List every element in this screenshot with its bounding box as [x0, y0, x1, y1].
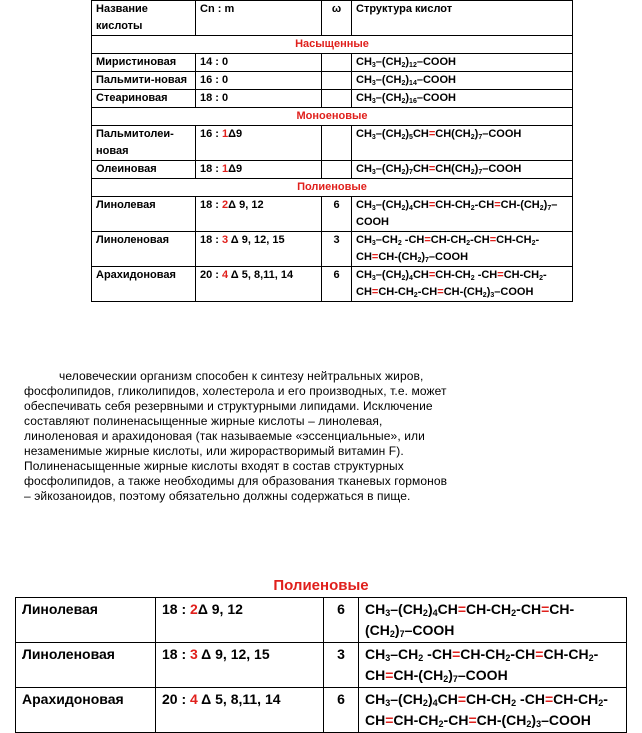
acid-structure: $CH_3-(CH_2)_7CH=CH(CH_2)_7$–COOH: [352, 161, 573, 179]
acid-cn: 20 : 4 Δ 5, 8,11, 14: [156, 688, 324, 733]
acid-name: Пальмитолеи-новая: [92, 126, 196, 161]
acid-omega: 6: [322, 197, 352, 232]
section-row-monoenoic: [92, 108, 573, 126]
header-name: Название кислоты: [92, 1, 196, 36]
section-row-polyenoic: [92, 179, 573, 197]
acid-name: Линоленовая: [16, 643, 156, 688]
acid-cn: 20 : 4 Δ 5, 8,11, 14: [196, 267, 322, 302]
acid-structure: $CH_3-(CH_2)_{16}$–COOH: [352, 90, 573, 108]
acid-name: Стеариновая: [92, 90, 196, 108]
acid-structure: $CH_3-CH_2$ $-CH=CH-CH_2-CH=CH-CH_2-CH=CH-(CH_2)_7$–COOH: [359, 643, 627, 688]
table-row: [92, 126, 573, 161]
acid-cn: 18 : 1Δ9: [196, 161, 322, 179]
polyenoic-table-title: Полиеновые: [273, 577, 369, 594]
acid-omega: 6: [322, 267, 352, 302]
acid-name: Линоленовая: [92, 232, 196, 267]
header-cn: Cn : m: [196, 1, 322, 36]
acid-omega: 6: [324, 688, 359, 733]
acid-cn: 18 : 2Δ 9, 12: [156, 598, 324, 643]
acid-structure: $CH_3-(CH_2)_4CH=CH-CH_2$ $-CH=CH-CH_2-CH=CH-CH_2-CH=CH-(CH_2)_3$–COOH: [359, 688, 627, 733]
table-row: [16, 643, 627, 688]
header-structure: Структура кислот: [352, 1, 573, 36]
section-title-monoenoic: Моноеновые: [92, 108, 573, 126]
acid-structure: $CH_3-(CH_2)_4CH=CH-CH_2-CH=CH-(CH_2)_7$–COOH: [359, 598, 627, 643]
acid-name: Олеиновая: [92, 161, 196, 179]
paragraph: человеческии организм способен к синтезу нейтральных жиров, фосфолипидов, гликолипидов, холестерола и его производных, т.е. может обеспечивать себя резервными и структурными липидами. Исключение составляют полиненасыщенные жирные кислоты – линолевая, линоленовая и арахидоновая (так называемые «эссенциальные», или незаменимые жирные кислоты, или жирорастворимый витамин F). Полиненасыщенные жирные кислоты входят в состав структурных фосфолипидов, а также необходимы для образования тканевых гормонов – эйкозаноидов, поэтому обязательно должны содержаться в пище.: [24, 369, 448, 503]
table-row: [92, 161, 573, 179]
table-header-row: [92, 1, 573, 36]
acid-omega: [322, 72, 352, 90]
acid-omega: [322, 126, 352, 161]
table-row: [92, 267, 573, 302]
acid-name: Пальмити-новая: [92, 72, 196, 90]
acid-structure: $CH_3-(CH_2)_5CH=CH(CH_2)_7$–COOH: [352, 126, 573, 161]
acid-structure: $CH_3-CH_2$ $-CH=CH-CH_2-CH=CH-CH_2-CH=CH-(CH_2)_7$–COOH: [352, 232, 573, 267]
fatty-acids-table: [91, 0, 573, 302]
acid-structure: $CH_3-(CH_2)_{12}$–COOH: [352, 54, 573, 72]
acid-structure: $CH_3-(CH_2)_4CH=CH-CH_2-CH=CH-(CH_2)_7$–COOH: [352, 197, 573, 232]
acid-cn: 18 : 2Δ 9, 12: [196, 197, 322, 232]
table-row: [92, 54, 573, 72]
acid-cn: 16 : 0: [196, 72, 322, 90]
table-row: [92, 72, 573, 90]
acid-omega: 6: [324, 598, 359, 643]
table-row: [92, 90, 573, 108]
acid-omega: [322, 90, 352, 108]
acid-name: Арахидоновая: [16, 688, 156, 733]
section-row-saturated: [92, 36, 573, 54]
acid-cn: 14 : 0: [196, 54, 322, 72]
table-row: [16, 598, 627, 643]
acid-name: Линолевая: [92, 197, 196, 232]
acid-omega: 3: [322, 232, 352, 267]
header-omega: ω: [322, 1, 352, 36]
acid-cn: 16 : 1Δ9: [196, 126, 322, 161]
acid-name: Арахидоновая: [92, 267, 196, 302]
acid-cn: 18 : 3 Δ 9, 12, 15: [196, 232, 322, 267]
acid-name: Линолевая: [16, 598, 156, 643]
section-title-polyenoic: Полиеновые: [92, 179, 573, 197]
table-row: [92, 232, 573, 267]
acid-omega: [322, 54, 352, 72]
body-text: [24, 369, 454, 504]
polyenoic-acids-table: [15, 597, 627, 733]
section-title-saturated: Насыщенные: [92, 36, 573, 54]
table-row: [92, 197, 573, 232]
acid-cn: 18 : 0: [196, 90, 322, 108]
acid-cn: 18 : 3 Δ 9, 12, 15: [156, 643, 324, 688]
table-row: [16, 688, 627, 733]
acid-structure: $CH_3-(CH_2)_4CH=CH-CH_2$ $-CH=CH-CH_2-CH=CH-CH_2-CH=CH-(CH_2)_3$–COOH: [352, 267, 573, 302]
acid-omega: [322, 161, 352, 179]
acid-structure: $CH_3-(CH_2)_{14}$–COOH: [352, 72, 573, 90]
acid-omega: 3: [324, 643, 359, 688]
acid-name: Миристиновая: [92, 54, 196, 72]
